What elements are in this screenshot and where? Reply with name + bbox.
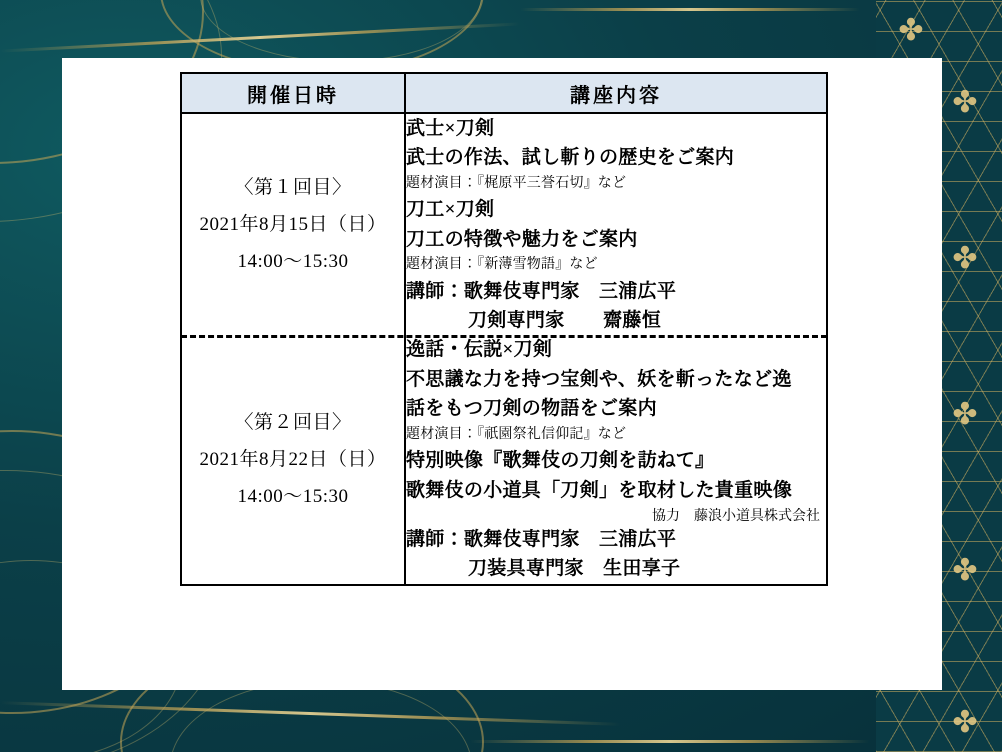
content-line: 歌舞伎の小道具「刀剣」を取材した貴重映像 [406, 479, 793, 501]
flower-motif-icon: ✤ [952, 86, 978, 119]
content-line: 題材演目：『新薄雪物語』など [406, 257, 598, 273]
flower-motif-icon: ✤ [952, 706, 978, 739]
session-1-datetime-cell [181, 113, 405, 335]
content-line: 刀装具専門家 生田享子 [468, 558, 681, 580]
flower-motif-icon: ✤ [952, 398, 978, 431]
schedule-table [180, 72, 828, 586]
column-header-datetime: 開催日時 [181, 73, 405, 113]
session-2-label: 〈第２回目〉 [234, 412, 352, 434]
session-1-date: 2021年8月15日（日） [199, 214, 387, 236]
session-1-label: 〈第１回目〉 [234, 177, 352, 199]
flower-motif-icon: ✤ [952, 554, 978, 587]
content-line: 講師：歌舞伎専門家 三浦広平 [406, 528, 677, 550]
session-2-datetime-cell [181, 335, 405, 584]
content-line: 協力 藤浪小道具株式会社 [652, 508, 820, 524]
content-line: 題材演目：『祇園祭礼信仰記』など [406, 426, 627, 442]
dashed-divider [181, 335, 827, 338]
table-header-row [181, 73, 827, 113]
gold-band [520, 8, 860, 11]
content-line: 不思議な力を持つ宝剣や、妖を斬ったなど逸 [406, 368, 792, 390]
gold-band [470, 740, 870, 743]
column-header-content: 講座内容 [405, 73, 827, 113]
flower-motif-icon: ✤ [898, 14, 924, 47]
content-line: 逸話・伝説×刀剣 [406, 339, 553, 361]
content-line: 武士×刀剣 [406, 118, 495, 139]
flower-motif-icon: ✤ [952, 242, 978, 275]
content-line: 武士の作法、試し斬りの歴史をご案内 [406, 147, 735, 169]
session-1-content-cell [405, 113, 827, 335]
content-sheet [62, 58, 942, 690]
content-line: 刀工×刀剣 [406, 199, 495, 221]
content-line: 題材演目：『梶原平三誉石切』など [406, 175, 627, 191]
content-line: 刀工の特徴や魅力をご案内 [406, 228, 638, 250]
content-line: 講師：歌舞伎専門家 三浦広平 [406, 280, 677, 302]
content-line: 特別映像『歌舞伎の刀剣を訪ねて』 [406, 450, 715, 472]
content-line: 話をもつ刀剣の物語をご案内 [406, 398, 657, 420]
session-2-content-cell [405, 335, 827, 584]
table-row [181, 335, 827, 584]
content-line: 刀剣専門家 齋藤恒 [468, 309, 662, 331]
session-2-time: 14:00〜15:30 [237, 486, 349, 508]
session-2-date: 2021年8月22日（日） [199, 449, 387, 471]
session-1-time: 14:00〜15:30 [237, 251, 349, 273]
table-row [181, 113, 827, 335]
